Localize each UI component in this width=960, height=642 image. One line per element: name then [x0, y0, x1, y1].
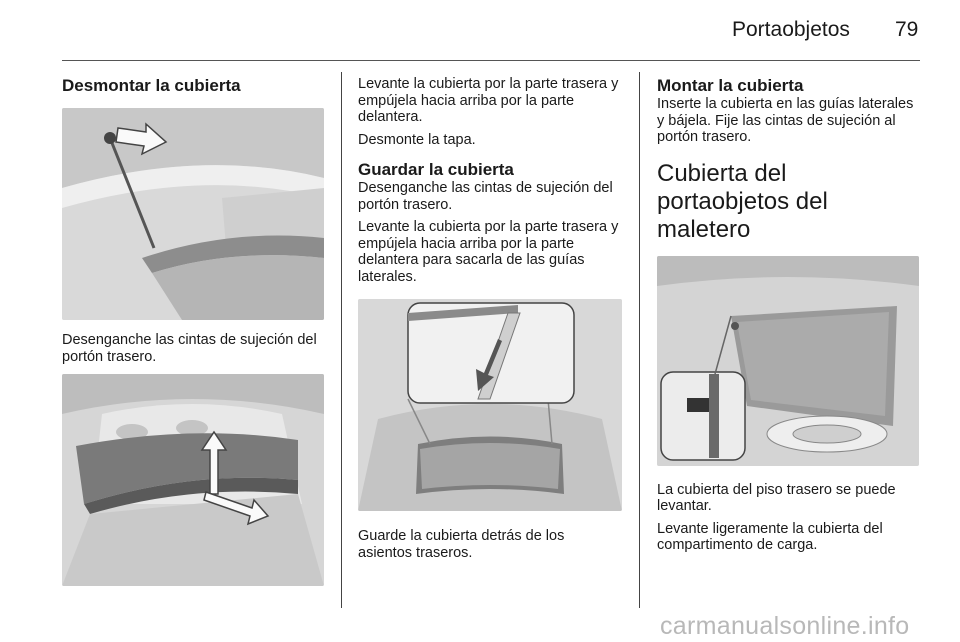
floor-cover-illustration — [657, 256, 919, 466]
paragraph-lift-cover: Levante la cubierta por la parte trasera y empújela hacia arriba por la parte delantera. — [358, 76, 619, 125]
column-divider-1 — [341, 72, 342, 608]
paragraph-floor-lift: La cubierta del piso trasero se puede levantar. — [657, 481, 896, 514]
figure-floor-cover — [657, 256, 919, 466]
section-heading-montar: Montar la cubierta — [657, 76, 804, 95]
paragraph-lift-and-remove: Levante la cubierta por la parte trasera y empújela hacia arriba por la parte delantera para sacarla de las guías laterales. — [358, 219, 619, 285]
figure-tailgate-strap — [62, 108, 324, 320]
paragraph-remove-lid: Desmonte la tapa. — [358, 131, 476, 148]
watermark-text: carmanualsonline.info — [660, 612, 910, 640]
figure-store-cover — [358, 299, 622, 511]
page-number: 79 — [895, 18, 919, 41]
figure-remove-cover — [62, 374, 324, 586]
caption-store-behind-seats: Guarde la cubierta detrás de los asientos traseros. — [358, 528, 565, 561]
column-2 — [358, 76, 622, 561]
store-cover-illustration — [358, 299, 622, 511]
column-1 — [62, 76, 324, 586]
tailgate-illustration — [62, 108, 324, 320]
section-heading-guardar: Guardar la cubierta — [358, 160, 514, 179]
column-3 — [657, 76, 921, 554]
caption-unhook-straps: Desenganche las cintas de sujeción del portón trasero. — [62, 332, 317, 365]
section-heading-desmontar: Desmontar la cubierta — [62, 76, 241, 95]
cargo-cover-illustration — [62, 374, 324, 586]
column-divider-2 — [639, 72, 640, 608]
paragraph-install-cover: Inserte la cubierta en las guías laterales y bájela. Fije las cintas de sujeción al portón trasero. — [657, 96, 914, 145]
page-title: Portaobjetos — [732, 18, 850, 41]
header-divider — [62, 60, 920, 61]
paragraph-lift-slightly: Levante ligeramente la cubierta del compartimento de carga. — [657, 520, 883, 553]
chapter-title: Cubierta del portaobjetos del maletero — [657, 159, 828, 243]
paragraph-unhook-straps: Desenganche las cintas de sujeción del portón trasero. — [358, 180, 613, 213]
